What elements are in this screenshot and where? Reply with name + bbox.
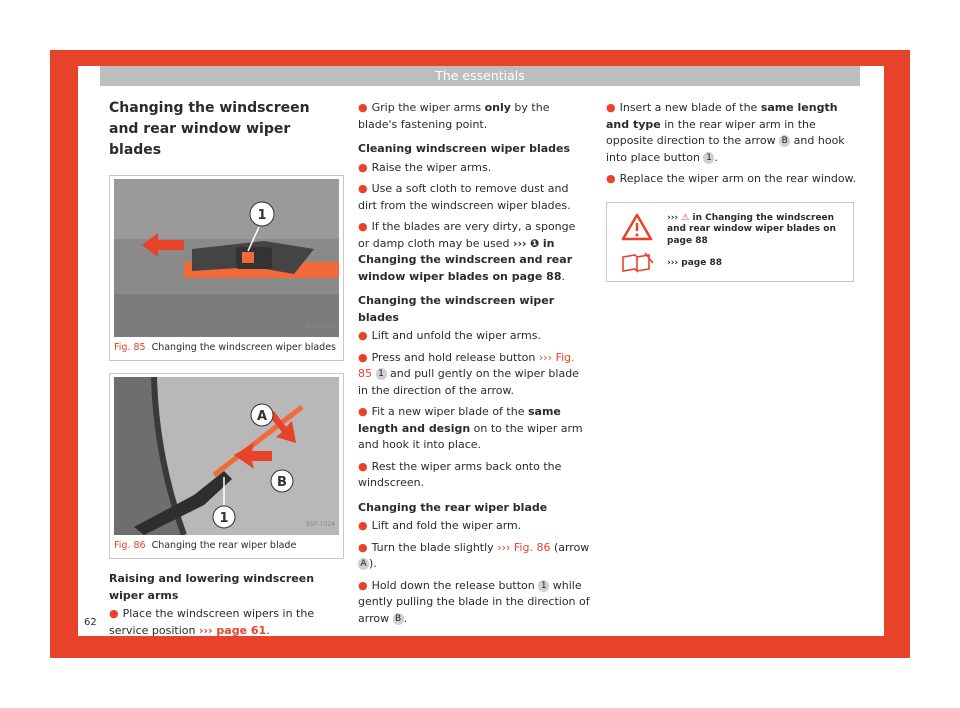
bullet-icon: ● bbox=[358, 405, 368, 418]
bullet-icon: ● bbox=[358, 220, 368, 233]
heading-rear-blade: Changing the rear wiper blade bbox=[358, 500, 548, 514]
callout-1: 1 bbox=[257, 208, 267, 223]
book-reference-icon bbox=[621, 251, 655, 273]
bullet-icon: ● bbox=[358, 540, 368, 554]
callout-chip: A bbox=[358, 558, 369, 570]
figure-86 bbox=[109, 373, 344, 559]
warning-note-box bbox=[606, 202, 854, 282]
wiper-blade-illustration bbox=[114, 179, 339, 337]
heading-cleaning: Cleaning windscreen wiper blades bbox=[358, 142, 571, 155]
callout-chip: 1 bbox=[376, 368, 387, 380]
list-item: ● Grip the wiper arms only by the blade's fastening point. bbox=[358, 101, 550, 131]
list-item: ● Lift and fold the wiper arm. bbox=[358, 519, 522, 532]
bullet-icon: ● bbox=[358, 578, 368, 592]
figure-link[interactable]: ››› Fig. 86 bbox=[497, 540, 551, 554]
bullet-icon: ● bbox=[358, 182, 368, 195]
bullet-icon: ● bbox=[109, 607, 119, 620]
callout-chip: 1 bbox=[538, 580, 549, 592]
list-item: ● Turn the blade slightly ››› Fig. 86 (arrow A ). bbox=[358, 540, 590, 570]
warning-reference-text: ››› ⚠ in Changing the windscreen and rear window wiper blades on page 88 bbox=[667, 212, 836, 246]
page-reference-link[interactable]: ››› page 88 bbox=[667, 257, 722, 268]
figure-85 bbox=[109, 175, 344, 361]
callout-chip: 1 bbox=[703, 152, 714, 164]
rear-wiper-illustration bbox=[114, 377, 339, 535]
figure-code: B5F-1023 bbox=[306, 322, 335, 330]
figure-link[interactable]: ››› Fig. 85 bbox=[358, 350, 575, 380]
bullet-icon: ● bbox=[358, 329, 368, 342]
list-item: ● Place the windscreen wipers in the service position ››› page 61. bbox=[109, 607, 315, 637]
heading-raise-lower: Raising and lowering windscreen wiper arms bbox=[109, 572, 315, 602]
callout-chip: B bbox=[393, 613, 404, 625]
info-icon: ❶ bbox=[530, 236, 540, 250]
figure-85-caption bbox=[110, 337, 343, 360]
bullet-icon: ● bbox=[358, 101, 368, 114]
callout-b: B bbox=[277, 475, 287, 490]
callout-1: 1 bbox=[219, 511, 229, 526]
figure-code: B5F-1024 bbox=[306, 520, 335, 528]
warning-triangle-icon bbox=[621, 213, 653, 241]
page-number: 62 bbox=[84, 617, 97, 628]
figure-86-caption bbox=[110, 535, 343, 558]
cross-reference-link[interactable]: in Changing the windscreen and rear window wiper blades on page 88 bbox=[358, 236, 573, 283]
list-item: ● Fit a new wiper blade of the same length and design on to the wiper arm and hook it into place. bbox=[358, 405, 583, 451]
figure-85-image bbox=[114, 179, 339, 337]
caption-text: Changing the rear wiper blade bbox=[151, 540, 297, 551]
callout-chip: B bbox=[779, 135, 790, 147]
list-item: ● Lift and unfold the wiper arms. bbox=[358, 329, 541, 342]
chapter-header: The essentials bbox=[100, 66, 860, 86]
list-item: ● Rest the wiper arms back onto the windscreen. bbox=[358, 459, 562, 489]
bullet-icon: ● bbox=[358, 519, 368, 532]
warning-small-icon: ⚠ bbox=[681, 212, 690, 223]
bullet-icon: ● bbox=[606, 101, 616, 114]
list-item: ● Use a soft cloth to remove dust and dirt from the windscreen wiper blades. bbox=[358, 182, 571, 212]
heading-changing-windscreen: Changing the windscreen wiper blades bbox=[358, 294, 555, 324]
column-middle bbox=[358, 100, 590, 632]
list-item: ● Insert a new blade of the same length and type in the rear wiper arm in the opposite direction to the arrow B and hook into place button 1 . bbox=[606, 101, 845, 164]
figure-number: Fig. 86 bbox=[114, 540, 146, 551]
column-right bbox=[606, 100, 860, 282]
caption-text: Changing the windscreen wiper blades bbox=[151, 342, 337, 353]
section-title: Changing the windscreen and rear window wiper blades bbox=[109, 100, 310, 158]
bullet-icon: ● bbox=[358, 160, 368, 174]
bullet-icon: ● bbox=[606, 172, 616, 185]
callout-a: A bbox=[256, 409, 268, 424]
list-item: ● Raise the wiper arms. bbox=[358, 160, 492, 174]
bullet-icon: ● bbox=[358, 350, 368, 364]
list-item: ● Replace the wiper arm on the rear window. bbox=[606, 172, 857, 185]
list-item: ● Press and hold release button ››› Fig. 85 1 and pull gently on the wiper blade in the direction of the arrow. bbox=[358, 350, 579, 397]
page-link[interactable]: ››› page 61 bbox=[198, 623, 267, 637]
bullet-icon: ● bbox=[358, 459, 368, 473]
list-item: ● Hold down the release button 1 while gently pulling the blade in the direction of arrow B . bbox=[358, 578, 590, 625]
figure-number: Fig. 85 bbox=[114, 342, 146, 353]
figure-86-image bbox=[114, 377, 339, 535]
warning-reference-link[interactable]: in Changing the windscreen and rear window wiper blades on page 88 bbox=[667, 212, 836, 246]
column-left bbox=[109, 98, 342, 644]
list-item: ● If the blades are very dirty, a sponge or damp cloth may be used ››› ❶ in Changing the windscreen and rear window wiper blades on page 88. bbox=[358, 220, 576, 283]
